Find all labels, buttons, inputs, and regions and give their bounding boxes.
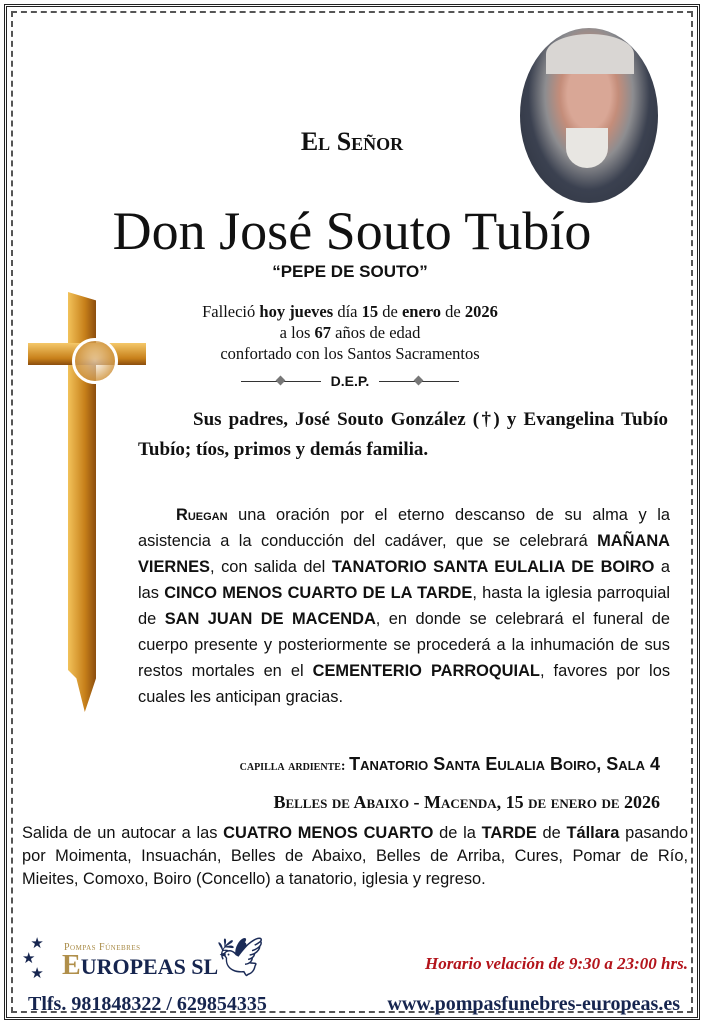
text-segment: a las — [138, 558, 670, 602]
death-date-line — [130, 301, 570, 322]
text-segment: , con salida del — [209, 558, 332, 576]
emphasis-text: 15 — [361, 302, 379, 321]
text-segment: Falleció — [202, 302, 260, 321]
emphasis-text: CINCO MENOS CUARTO DE LA TARDE — [164, 584, 473, 602]
stars-icon: ★ ★ ★ — [22, 935, 44, 982]
funeral-home-logo — [22, 936, 282, 986]
emphasis-text: CUATRO MENOS CUARTO — [223, 824, 434, 842]
text-segment: , en donde se celebrará el funeral de cuerpo presente y posteriormente se procederá a la inhumación de sus restos mortales en el — [138, 610, 670, 680]
nickname: “PEPE DE SOUTO” — [272, 262, 428, 281]
age-line — [130, 322, 570, 343]
emphasis-text: hoy jueves — [259, 302, 334, 321]
emphasis-text: MAÑANA VIERNES — [138, 532, 670, 576]
text-segment: de la — [433, 824, 482, 842]
emphasis-text: 2026 — [464, 302, 498, 321]
portrait-photo — [520, 28, 658, 203]
dep-text: D.E.P. — [330, 373, 370, 389]
text-segment: pasando por Moimenta, Insuachán, Belles de Abaixo, Belles de Arriba, Cures, Pomar de Río, Mieites, Comoxo, Boiro (Concello) a tanatorio, iglesia y regreso. — [22, 824, 688, 888]
chapel-value: Tanatorio Santa Eulalia Boiro, Sala 4 — [349, 754, 660, 774]
text-segment: Sus padres, José Souto González (†) y Evangelina Tubío Tubío; tíos, primos y demás familia. — [138, 409, 668, 460]
text-segment: Salida de un autocar a las — [22, 824, 224, 842]
sacraments-line — [130, 343, 570, 364]
emphasis-text: CEMENTERIO PARROQUIAL — [312, 662, 540, 680]
emphasis-text: 67 — [314, 323, 331, 342]
death-info — [130, 301, 570, 364]
text-segment: , hasta la iglesia parroquial de — [138, 584, 670, 628]
logo-subtitle: Pompas Fúnebres — [64, 942, 141, 953]
logo-name — [62, 950, 218, 982]
logo-initial: E — [62, 950, 81, 981]
text-segment: de — [378, 302, 402, 321]
chapel-label: capilla ardiente: — [239, 759, 350, 774]
emphasis-text: SAN JUAN DE MACENDA — [164, 610, 376, 628]
chapel-line — [130, 754, 660, 775]
emphasis-text: TARDE — [481, 824, 537, 842]
emphasis-text: Ruegan — [176, 506, 228, 524]
text-segment: día — [333, 302, 362, 321]
text-segment: una oración por el eterno descanso de su alma y la asistencia a la conducción del cadáver, que se celebrará — [138, 506, 670, 550]
dep-divider — [130, 373, 570, 389]
website-link[interactable]: www.pompasfunebres-europeas.es — [387, 993, 680, 1015]
bus-paragraph — [22, 822, 688, 891]
family-paragraph — [138, 405, 668, 465]
dove-icon: 🕊 — [216, 937, 265, 979]
title: El Señor — [300, 127, 404, 156]
text-segment: , favores por los cuales les anticipan gracias. — [138, 662, 671, 706]
logo-rest: UROPEAS SL — [80, 954, 219, 979]
ceremony-paragraph — [138, 502, 670, 710]
viewing-hours: Horario velación de 9:30 a 23:00 hrs. — [424, 954, 688, 973]
phone-numbers: Tlfs. 981848322 / 629854335 — [28, 993, 267, 1015]
text-segment: de — [441, 302, 465, 321]
place-date: Belles de Abaixo - Macenda, 15 de enero de 2026 — [273, 792, 660, 812]
emphasis-text: TANATORIO SANTA EULALIA DE BOIRO — [331, 558, 655, 576]
deceased-name: Don José Souto Tubío — [112, 201, 592, 261]
text-segment: confortado con los Santos Sacramentos — [220, 344, 480, 363]
text-segment: a los — [279, 323, 315, 342]
text-segment: de — [536, 824, 567, 842]
text-segment: años de edad — [331, 323, 421, 342]
emphasis-text: Tállara — [566, 824, 620, 842]
emphasis-text: enero — [401, 302, 442, 321]
